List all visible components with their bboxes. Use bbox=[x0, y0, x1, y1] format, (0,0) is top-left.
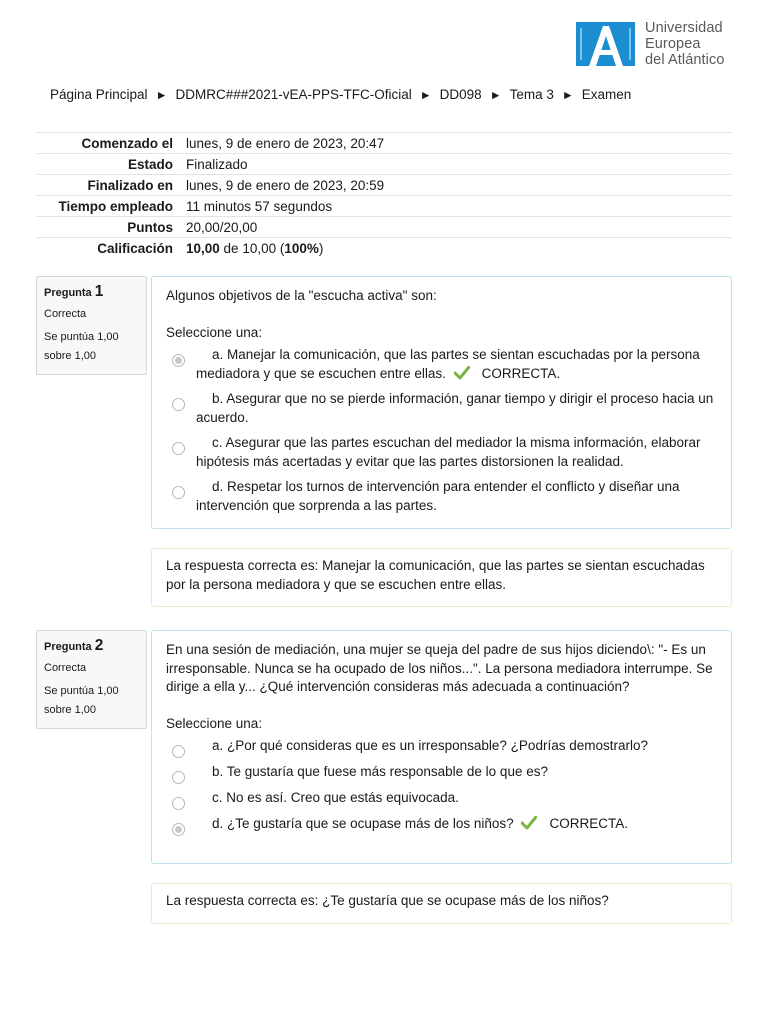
right-answer-text: La respuesta correcta es: Manejar la comunicación, que las partes se sientan escuchadas por la persona mediadora y que se escuchen entre ellas. bbox=[166, 558, 705, 592]
answer-text: c. No es así. Creo que estás equivocada. bbox=[212, 790, 459, 805]
checkmark-icon bbox=[454, 366, 470, 380]
breadcrumb-separator-icon: ► bbox=[489, 88, 502, 102]
checkmark-icon bbox=[521, 816, 537, 830]
breadcrumb-home[interactable]: Página Principal bbox=[50, 87, 148, 102]
answer-option-c[interactable] bbox=[166, 434, 717, 478]
summary-row-time bbox=[36, 196, 732, 217]
question-text: Algunos objetivos de la "escucha activa" son: bbox=[166, 288, 437, 303]
logo-text bbox=[645, 20, 725, 68]
answer-label[interactable] bbox=[196, 390, 716, 427]
answer-feedback: CORRECTA. bbox=[481, 365, 561, 381]
answer-feedback: CORRECTA. bbox=[549, 816, 628, 831]
breadcrumb-separator-icon: ► bbox=[419, 88, 432, 102]
grade-score: 10,00 bbox=[186, 240, 220, 256]
question-box-1 bbox=[151, 276, 732, 529]
answer-option-a[interactable] bbox=[166, 737, 717, 763]
radio-button-checked[interactable] bbox=[172, 823, 185, 836]
summary-row-grade bbox=[36, 238, 732, 259]
answer-text: b. Asegurar que no se pierde información, ganar tiempo y dirigir el proceso hacia un acuerdo. bbox=[196, 391, 714, 425]
summary-label: Tiempo empleado bbox=[58, 198, 173, 214]
question-score bbox=[44, 328, 139, 366]
answer-option-c[interactable] bbox=[166, 789, 717, 815]
score-line-1: Se puntúa 1,00 bbox=[44, 685, 119, 697]
question-info-2 bbox=[36, 630, 147, 729]
breadcrumb-separator-icon: ► bbox=[155, 88, 168, 102]
answer-text: b. Te gustaría que fuese más responsable de lo que es? bbox=[212, 764, 548, 779]
summary-label: Estado bbox=[127, 156, 173, 172]
summary-value bbox=[186, 238, 732, 259]
breadcrumb bbox=[50, 87, 631, 102]
answer-label[interactable] bbox=[196, 789, 716, 808]
select-prompt: Seleccione una: bbox=[166, 324, 263, 340]
answer-text: c. Asegurar que las partes escuchan del mediador la misma información, elaborar hipótesis más acertadas y evitar que las partes distorsionen la realidad. bbox=[196, 435, 701, 469]
right-answer-box-1 bbox=[151, 548, 732, 607]
question-number: 1 bbox=[94, 283, 104, 300]
summary-value: lunes, 9 de enero de 2023, 20:59 bbox=[186, 177, 385, 193]
logo-line-2: Europea bbox=[645, 36, 701, 52]
summary-label: Calificación bbox=[97, 240, 173, 256]
radio-button[interactable] bbox=[172, 797, 185, 810]
answer-label[interactable] bbox=[196, 346, 716, 383]
summary-row-started bbox=[36, 133, 732, 154]
breadcrumb-course[interactable]: DDMRC###2021-vEA-PPS-TFC-Oficial bbox=[175, 87, 412, 102]
university-logo[interactable] bbox=[576, 20, 725, 68]
summary-label: Finalizado en bbox=[87, 177, 173, 193]
answer-option-b[interactable] bbox=[166, 390, 717, 434]
radio-button-checked[interactable] bbox=[172, 354, 185, 367]
question-status: Correcta bbox=[44, 662, 87, 674]
right-answer-box-2 bbox=[151, 883, 732, 924]
radio-button[interactable] bbox=[172, 486, 185, 499]
grade-percent: 100% bbox=[284, 240, 319, 256]
question-title bbox=[44, 282, 139, 303]
breadcrumb-exam[interactable]: Examen bbox=[581, 87, 632, 102]
attempt-summary-table bbox=[36, 132, 732, 259]
answer-option-d[interactable] bbox=[166, 478, 717, 522]
summary-label: Comenzado el bbox=[81, 135, 173, 151]
answer-label[interactable] bbox=[196, 434, 716, 471]
summary-value: lunes, 9 de enero de 2023, 20:47 bbox=[186, 135, 385, 151]
score-line-2: sobre 1,00 bbox=[44, 350, 96, 362]
question-status: Correcta bbox=[44, 308, 87, 320]
answer-option-b[interactable] bbox=[166, 763, 717, 789]
answer-option-a[interactable] bbox=[166, 346, 717, 390]
score-line-1: Se puntúa 1,00 bbox=[44, 331, 119, 343]
answer-option-d[interactable] bbox=[166, 815, 717, 841]
answer-text: a. Manejar la comunicación, que las partes se sientan escuchadas por la persona mediadora y que se escuchen entre ellas. bbox=[196, 347, 700, 381]
question-box-2 bbox=[151, 630, 732, 864]
breadcrumb-section[interactable]: DD098 bbox=[439, 87, 482, 102]
summary-row-state bbox=[36, 154, 732, 175]
grade-mid: de 10,00 ( bbox=[219, 240, 285, 256]
radio-button[interactable] bbox=[172, 398, 185, 411]
question-text: En una sesión de mediación, una mujer se queja del padre de sus hijos diciendo\: "- Es un irresponsable. Nunca se ha ocupado de los niños...". La persona mediadora interrumpe. Se dirige a ella y... ¿Qué intervención consideras más adecuada a continuación? bbox=[166, 642, 713, 694]
summary-label: Puntos bbox=[127, 219, 173, 235]
breadcrumb-topic[interactable]: Tema 3 bbox=[509, 87, 554, 102]
answer-label[interactable] bbox=[196, 763, 716, 782]
summary-value: 20,00/20,00 bbox=[186, 219, 258, 235]
summary-value: Finalizado bbox=[186, 156, 248, 172]
select-prompt: Seleccione una: bbox=[166, 715, 263, 731]
question-info-1 bbox=[36, 276, 147, 375]
answer-label[interactable] bbox=[196, 815, 716, 834]
logo-line-3: del Atlántico bbox=[645, 52, 725, 68]
radio-button[interactable] bbox=[172, 442, 185, 455]
logo-line-1: Universidad bbox=[645, 20, 723, 36]
summary-value: 11 minutos 57 segundos bbox=[186, 198, 333, 214]
answer-label[interactable] bbox=[196, 737, 716, 756]
right-answer-text: La respuesta correcta es: ¿Te gustaría que se ocupase más de los niños? bbox=[166, 893, 609, 908]
radio-button[interactable] bbox=[172, 745, 185, 758]
answer-text: a. ¿Por qué consideras que es un irresponsable? ¿Podrías demostrarlo? bbox=[212, 738, 648, 753]
answer-text: d. ¿Te gustaría que se ocupase más de los niños? bbox=[212, 816, 514, 831]
score-line-2: sobre 1,00 bbox=[44, 704, 96, 716]
question-score bbox=[44, 682, 139, 720]
answer-text: d. Respetar los turnos de intervención para entender el conflicto y diseñar una intervención que sorprenda a las partes. bbox=[196, 479, 680, 513]
answer-label[interactable] bbox=[196, 478, 716, 515]
summary-row-finished bbox=[36, 175, 732, 196]
question-title bbox=[44, 636, 139, 657]
summary-row-points bbox=[36, 217, 732, 238]
question-label: Pregunta bbox=[44, 641, 92, 653]
question-label: Pregunta bbox=[44, 287, 92, 299]
grade-end: ) bbox=[318, 240, 324, 256]
breadcrumb-separator-icon: ► bbox=[561, 88, 574, 102]
radio-button[interactable] bbox=[172, 771, 185, 784]
question-number: 2 bbox=[94, 637, 104, 654]
logo-mark-icon bbox=[576, 22, 635, 66]
